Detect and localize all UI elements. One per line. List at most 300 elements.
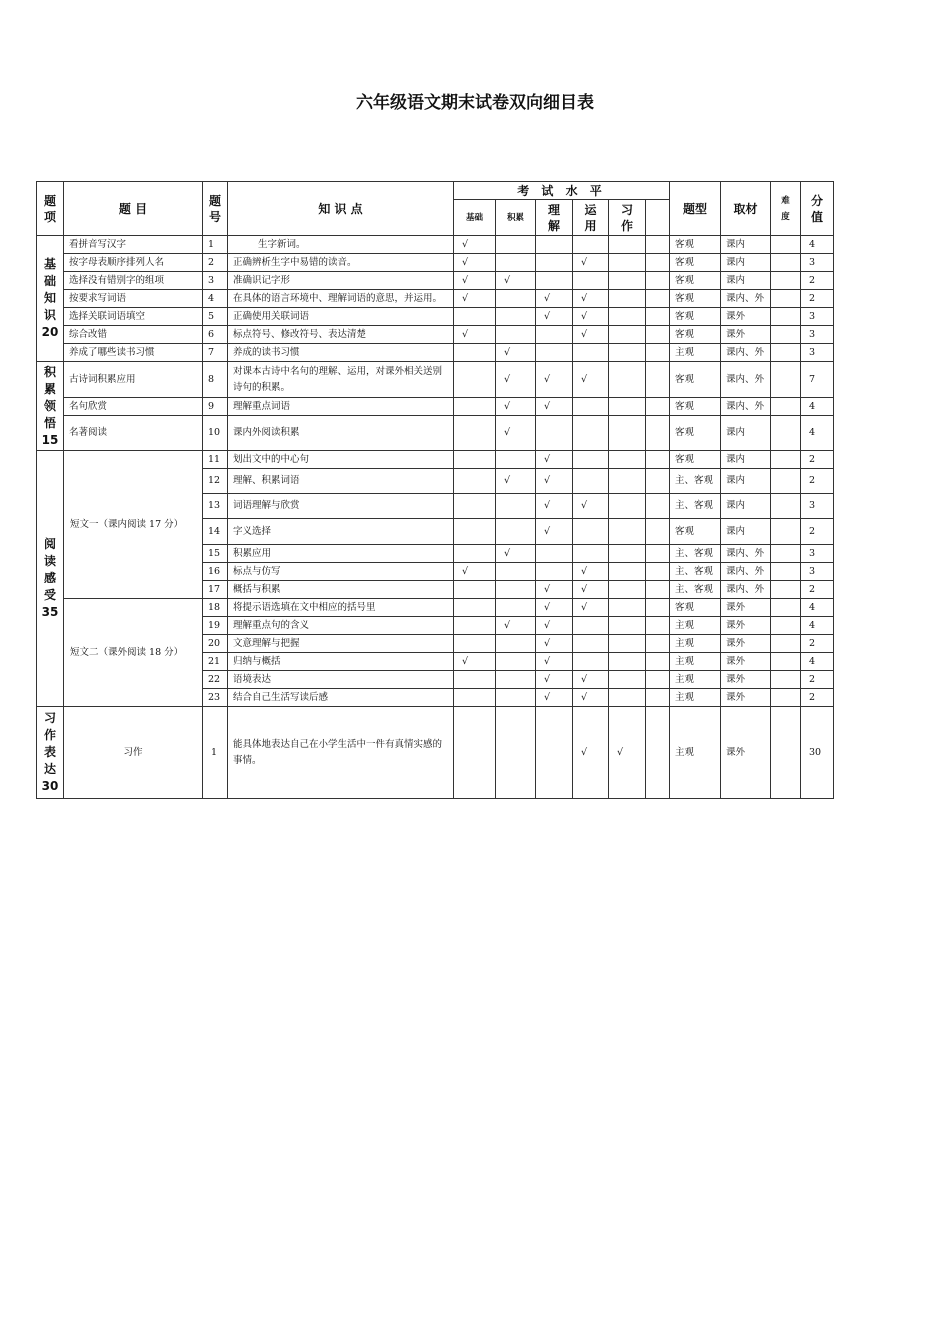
score-cell: 2 (801, 272, 834, 290)
qtype-cell: 主、客观 (670, 469, 721, 494)
level-cell (609, 398, 646, 416)
level-cell (573, 617, 609, 635)
level-cell (454, 494, 496, 519)
header-topic: 题 目 (64, 182, 203, 236)
level-cell (609, 254, 646, 272)
difficulty-cell (771, 308, 801, 326)
level-cell (454, 671, 496, 689)
score-cell: 2 (801, 451, 834, 469)
difficulty-cell (771, 344, 801, 362)
difficulty-cell (771, 362, 801, 398)
level-cell (646, 599, 670, 617)
level-cell (496, 581, 536, 599)
knowledge-cell: 能具体地表达自己在小学生活中一件有真情实感的事情。 (228, 707, 454, 799)
number-cell: 14 (203, 519, 228, 545)
qtype-cell: 客观 (670, 272, 721, 290)
level-cell (454, 617, 496, 635)
knowledge-cell: 在具体的语言环境中、理解词语的意思，并运用。 (228, 290, 454, 308)
level-cell (646, 545, 670, 563)
score-cell: 4 (801, 416, 834, 451)
knowledge-cell: 准确识记字形 (228, 272, 454, 290)
level-cell (496, 707, 536, 799)
level-cell (454, 581, 496, 599)
number-cell: 8 (203, 362, 228, 398)
qtype-cell: 主观 (670, 344, 721, 362)
level-cell (454, 451, 496, 469)
level-cell: √ (573, 326, 609, 344)
qtype-cell: 主观 (670, 671, 721, 689)
header-qtype: 题型 (670, 182, 721, 236)
level-cell (573, 519, 609, 545)
number-cell: 22 (203, 671, 228, 689)
qtype-cell: 主观 (670, 707, 721, 799)
number-cell: 11 (203, 451, 228, 469)
level-cell: √ (496, 272, 536, 290)
number-cell: 7 (203, 344, 228, 362)
level-cell: √ (573, 599, 609, 617)
number-cell: 13 (203, 494, 228, 519)
difficulty-cell (771, 653, 801, 671)
level-cell (609, 469, 646, 494)
source-cell: 课内、外 (721, 581, 771, 599)
knowledge-cell: 标点符号、修改符号、表达清楚 (228, 326, 454, 344)
level-cell (646, 653, 670, 671)
level-cell (454, 519, 496, 545)
level-cell: √ (536, 290, 573, 308)
topic-cell: 习作 (64, 707, 203, 799)
header-level-accum: 积累 (496, 200, 536, 236)
level-cell (609, 344, 646, 362)
level-cell (454, 707, 496, 799)
knowledge-cell: 积累应用 (228, 545, 454, 563)
level-cell (454, 308, 496, 326)
level-cell (573, 635, 609, 653)
knowledge-cell: 课内外阅读积累 (228, 416, 454, 451)
level-cell (646, 362, 670, 398)
level-cell (454, 545, 496, 563)
header-number: 题 号 (203, 182, 228, 236)
level-cell: √ (536, 689, 573, 707)
level-cell: √ (536, 362, 573, 398)
level-cell: √ (573, 254, 609, 272)
difficulty-cell (771, 398, 801, 416)
level-cell (496, 689, 536, 707)
level-cell (496, 451, 536, 469)
level-cell (646, 689, 670, 707)
knowledge-cell: 概括与积累 (228, 581, 454, 599)
header-level-extra (646, 200, 670, 236)
level-cell: √ (536, 398, 573, 416)
level-cell (496, 290, 536, 308)
level-cell (536, 236, 573, 254)
source-cell: 课外 (721, 635, 771, 653)
source-cell: 课外 (721, 326, 771, 344)
knowledge-cell: 正确辨析生字中易错的读音。 (228, 254, 454, 272)
difficulty-cell (771, 599, 801, 617)
level-cell (496, 236, 536, 254)
header-source: 取材 (721, 182, 771, 236)
topic-cell: 选择关联词语填空 (64, 308, 203, 326)
level-cell: √ (496, 344, 536, 362)
source-cell: 课内、外 (721, 344, 771, 362)
level-cell (646, 236, 670, 254)
difficulty-cell (771, 635, 801, 653)
level-cell: √ (454, 272, 496, 290)
source-cell: 课外 (721, 308, 771, 326)
source-cell: 课内、外 (721, 290, 771, 308)
section-accum: 积 累 领 悟 15 (37, 362, 64, 451)
header-knowledge: 知 识 点 (228, 182, 454, 236)
difficulty-cell (771, 617, 801, 635)
level-cell (454, 599, 496, 617)
level-cell: √ (454, 254, 496, 272)
score-cell: 3 (801, 563, 834, 581)
level-cell: √ (536, 617, 573, 635)
level-cell: √ (454, 326, 496, 344)
level-cell (573, 469, 609, 494)
knowledge-cell: 标点与仿写 (228, 563, 454, 581)
topic-cell: 古诗词积累应用 (64, 362, 203, 398)
source-cell: 课内 (721, 469, 771, 494)
difficulty-cell (771, 519, 801, 545)
level-cell (646, 451, 670, 469)
table-row (37, 308, 834, 326)
level-cell: √ (573, 563, 609, 581)
topic-cell: 按字母表顺序排列人名 (64, 254, 203, 272)
level-cell (646, 519, 670, 545)
score-cell: 2 (801, 635, 834, 653)
level-cell (496, 599, 536, 617)
qtype-cell: 客观 (670, 254, 721, 272)
topic-cell: 名句欣赏 (64, 398, 203, 416)
level-cell (646, 398, 670, 416)
score-cell: 2 (801, 519, 834, 545)
qtype-cell: 客观 (670, 236, 721, 254)
source-cell: 课外 (721, 599, 771, 617)
source-cell: 课内、外 (721, 563, 771, 581)
table-row (37, 451, 834, 469)
source-cell: 课内 (721, 416, 771, 451)
table-row (37, 272, 834, 290)
table-row (37, 344, 834, 362)
level-cell (646, 581, 670, 599)
qtype-cell: 客观 (670, 362, 721, 398)
number-cell: 1 (203, 707, 228, 799)
section-basic: 基 础 知 识 20 (37, 236, 64, 362)
knowledge-cell: 对课本古诗中名句的理解、运用，对课外相关送别诗句的积累。 (228, 362, 454, 398)
number-cell: 21 (203, 653, 228, 671)
level-cell (536, 563, 573, 581)
score-cell: 4 (801, 653, 834, 671)
topic-cell: 按要求写词语 (64, 290, 203, 308)
source-cell: 课外 (721, 689, 771, 707)
level-cell (646, 344, 670, 362)
level-cell: √ (496, 469, 536, 494)
source-cell: 课外 (721, 617, 771, 635)
subgroup-short1: 短文一（课内阅读 17 分） (64, 451, 203, 599)
score-cell: 4 (801, 398, 834, 416)
level-cell: √ (536, 653, 573, 671)
qtype-cell: 客观 (670, 326, 721, 344)
level-cell: √ (609, 707, 646, 799)
level-cell (646, 326, 670, 344)
difficulty-cell (771, 416, 801, 451)
level-cell (609, 545, 646, 563)
level-cell (496, 671, 536, 689)
level-cell (609, 451, 646, 469)
qtype-cell: 客观 (670, 519, 721, 545)
difficulty-cell (771, 707, 801, 799)
topic-cell: 选择没有错别字的组项 (64, 272, 203, 290)
level-cell (454, 469, 496, 494)
level-cell (609, 494, 646, 519)
level-cell (496, 326, 536, 344)
topic-cell: 综合改错 (64, 326, 203, 344)
topic-cell: 名著阅读 (64, 416, 203, 451)
level-cell (496, 494, 536, 519)
level-cell (646, 671, 670, 689)
knowledge-cell: 理解、积累词语 (228, 469, 454, 494)
difficulty-cell (771, 469, 801, 494)
level-cell (646, 416, 670, 451)
level-cell (536, 707, 573, 799)
level-cell: √ (454, 563, 496, 581)
qtype-cell: 主观 (670, 635, 721, 653)
knowledge-cell: 正确使用关联词语 (228, 308, 454, 326)
knowledge-cell: 字义选择 (228, 519, 454, 545)
number-cell: 3 (203, 272, 228, 290)
level-cell: √ (573, 707, 609, 799)
source-cell: 课外 (721, 653, 771, 671)
level-cell: √ (496, 416, 536, 451)
level-cell: √ (536, 599, 573, 617)
level-cell (536, 326, 573, 344)
source-cell: 课内 (721, 254, 771, 272)
table-row (37, 416, 834, 451)
knowledge-cell: 理解重点句的含义 (228, 617, 454, 635)
level-cell (573, 272, 609, 290)
level-cell: √ (496, 617, 536, 635)
number-cell: 12 (203, 469, 228, 494)
level-cell: √ (536, 635, 573, 653)
knowledge-cell: 划出文中的中心句 (228, 451, 454, 469)
level-cell: √ (536, 581, 573, 599)
level-cell (536, 272, 573, 290)
level-cell: √ (573, 290, 609, 308)
level-cell: √ (536, 671, 573, 689)
qtype-cell: 客观 (670, 398, 721, 416)
topic-cell: 养成了哪些读书习惯 (64, 344, 203, 362)
header-level-group: 考 试 水 平 (454, 182, 670, 200)
knowledge-cell: 语境表达 (228, 671, 454, 689)
level-cell (646, 254, 670, 272)
source-cell: 课内 (721, 272, 771, 290)
level-cell (496, 563, 536, 581)
source-cell: 课内 (721, 451, 771, 469)
score-cell: 4 (801, 599, 834, 617)
level-cell: √ (573, 362, 609, 398)
level-cell (646, 563, 670, 581)
qtype-cell: 客观 (670, 599, 721, 617)
qtype-cell: 主、客观 (670, 581, 721, 599)
header-section: 题 项 (37, 182, 64, 236)
level-cell: √ (536, 451, 573, 469)
level-cell: √ (573, 494, 609, 519)
difficulty-cell (771, 581, 801, 599)
source-cell: 课外 (721, 707, 771, 799)
difficulty-cell (771, 326, 801, 344)
difficulty-cell (771, 272, 801, 290)
level-cell (609, 326, 646, 344)
qtype-cell: 客观 (670, 416, 721, 451)
level-cell (609, 653, 646, 671)
number-cell: 16 (203, 563, 228, 581)
table-row (37, 326, 834, 344)
section-writing: 习 作 表 达 30 (37, 707, 64, 799)
source-cell: 课内、外 (721, 398, 771, 416)
level-cell (496, 254, 536, 272)
source-cell: 课内 (721, 236, 771, 254)
table-row (37, 362, 834, 398)
difficulty-cell (771, 494, 801, 519)
level-cell (536, 254, 573, 272)
level-cell (573, 416, 609, 451)
difficulty-cell (771, 689, 801, 707)
level-cell (646, 290, 670, 308)
header-level-understand: 理 解 (536, 200, 573, 236)
level-cell: √ (496, 362, 536, 398)
qtype-cell: 主、客观 (670, 563, 721, 581)
number-cell: 23 (203, 689, 228, 707)
number-cell: 20 (203, 635, 228, 653)
header-level-apply: 运 用 (573, 200, 609, 236)
header-level-write: 习 作 (609, 200, 646, 236)
level-cell (646, 617, 670, 635)
level-cell (609, 689, 646, 707)
source-cell: 课外 (721, 671, 771, 689)
level-cell: √ (573, 581, 609, 599)
source-cell: 课内、外 (721, 545, 771, 563)
level-cell (496, 653, 536, 671)
header-score: 分 值 (801, 182, 834, 236)
qtype-cell: 主、客观 (670, 545, 721, 563)
level-cell (573, 398, 609, 416)
level-cell: √ (536, 308, 573, 326)
level-cell (609, 563, 646, 581)
knowledge-cell: 生字新词。 (228, 236, 454, 254)
level-cell: √ (573, 671, 609, 689)
table-row (37, 599, 834, 617)
level-cell (609, 362, 646, 398)
level-cell: √ (536, 494, 573, 519)
table-row (37, 254, 834, 272)
score-cell: 4 (801, 617, 834, 635)
level-cell (646, 469, 670, 494)
difficulty-cell (771, 671, 801, 689)
knowledge-cell: 结合自己生活写读后感 (228, 689, 454, 707)
score-cell: 2 (801, 671, 834, 689)
level-cell (646, 635, 670, 653)
level-cell (496, 308, 536, 326)
difficulty-cell (771, 254, 801, 272)
level-cell (609, 272, 646, 290)
qtype-cell: 客观 (670, 451, 721, 469)
score-cell: 2 (801, 469, 834, 494)
number-cell: 4 (203, 290, 228, 308)
number-cell: 17 (203, 581, 228, 599)
level-cell (454, 689, 496, 707)
number-cell: 10 (203, 416, 228, 451)
level-cell: √ (454, 290, 496, 308)
difficulty-cell (771, 236, 801, 254)
score-cell: 2 (801, 290, 834, 308)
level-cell (496, 519, 536, 545)
qtype-cell: 主、客观 (670, 494, 721, 519)
score-cell: 3 (801, 494, 834, 519)
qtype-cell: 主观 (670, 653, 721, 671)
spec-table (36, 181, 834, 799)
level-cell (536, 416, 573, 451)
level-cell (454, 635, 496, 653)
level-cell (454, 344, 496, 362)
level-cell: √ (454, 236, 496, 254)
number-cell: 1 (203, 236, 228, 254)
level-cell (646, 308, 670, 326)
level-cell (609, 236, 646, 254)
table-row (37, 290, 834, 308)
page-title: 六年级语文期末试卷双向细目表 (356, 93, 594, 113)
knowledge-cell: 归纳与概括 (228, 653, 454, 671)
score-cell: 3 (801, 326, 834, 344)
table-row (37, 707, 834, 799)
level-cell (646, 272, 670, 290)
header-row-1 (37, 182, 834, 200)
level-cell (609, 599, 646, 617)
level-cell (609, 519, 646, 545)
table-body (37, 236, 834, 799)
score-cell: 3 (801, 344, 834, 362)
level-cell: √ (536, 519, 573, 545)
level-cell (454, 416, 496, 451)
level-cell (609, 635, 646, 653)
source-cell: 课内 (721, 494, 771, 519)
level-cell (609, 290, 646, 308)
level-cell: √ (454, 653, 496, 671)
level-cell: √ (496, 398, 536, 416)
qtype-cell: 主观 (670, 617, 721, 635)
score-cell: 30 (801, 707, 834, 799)
knowledge-cell: 养成的读书习惯 (228, 344, 454, 362)
difficulty-cell (771, 545, 801, 563)
level-cell (646, 494, 670, 519)
score-cell: 7 (801, 362, 834, 398)
qtype-cell: 主观 (670, 689, 721, 707)
knowledge-cell: 理解重点词语 (228, 398, 454, 416)
score-cell: 3 (801, 254, 834, 272)
knowledge-cell: 将提示语选填在文中相应的括号里 (228, 599, 454, 617)
level-cell (573, 236, 609, 254)
difficulty-cell (771, 290, 801, 308)
score-cell: 3 (801, 545, 834, 563)
score-cell: 4 (801, 236, 834, 254)
level-cell (454, 362, 496, 398)
subgroup-short2: 短文二（课外阅读 18 分） (64, 599, 203, 707)
knowledge-cell: 文意理解与把握 (228, 635, 454, 653)
difficulty-cell (771, 451, 801, 469)
level-cell: √ (496, 545, 536, 563)
level-cell (609, 671, 646, 689)
score-cell: 2 (801, 581, 834, 599)
